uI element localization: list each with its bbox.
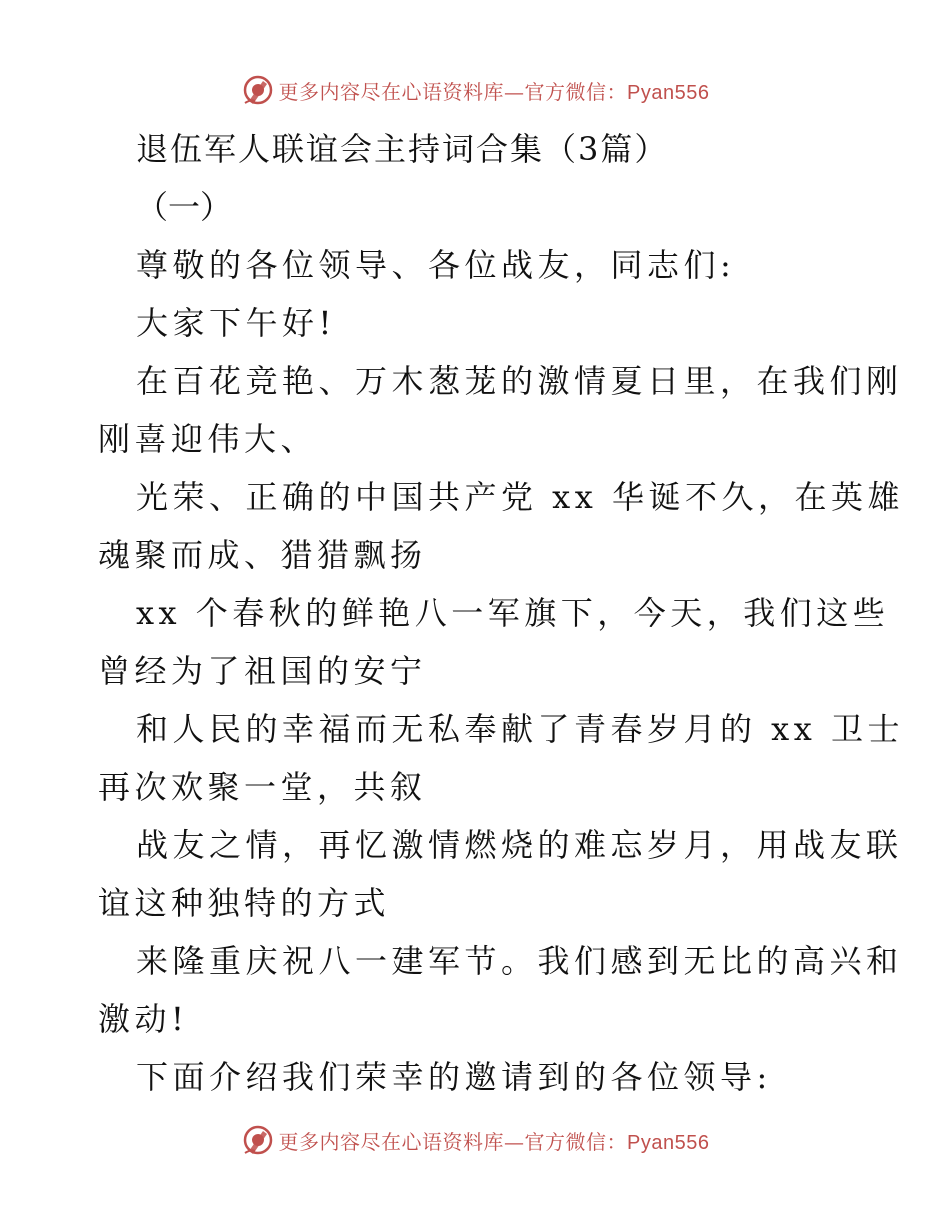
paragraph-line: 下面介绍我们荣幸的邀请到的各位领导:	[136, 1058, 772, 1096]
paragraph-line: xx 个春秋的鲜艳八一军旗下，今天，我们这些	[136, 594, 890, 632]
paragraph-line: 尊敬的各位领导、各位战友，同志们:	[136, 246, 736, 284]
header-banner	[0, 70, 950, 110]
paragraph-line: 光荣、正确的中国共产党 xx 华诞不久，在英雄	[136, 478, 904, 516]
paragraph-line: 战友之情，再忆激情燃烧的难忘岁月，用战友联	[136, 826, 903, 864]
paragraph-line: 谊这种独特的方式	[98, 884, 391, 922]
footer-banner	[0, 1120, 950, 1160]
section-heading: （一）	[136, 188, 233, 226]
paragraph-line: 和人民的幸福而无私奉献了青春岁月的 xx 卫士	[136, 710, 904, 748]
footer-banner-text: 更多内容尽在心语资料库—官方微信：Pyan556	[278, 1129, 710, 1154]
paragraph-line: 来隆重庆祝八一建军节。我们感到无比的高兴和	[136, 942, 903, 980]
paragraph-line: 再次欢聚一堂，共叙	[98, 768, 427, 806]
paragraph-line: 大家下午好!	[136, 304, 336, 342]
header-banner-text: 更多内容尽在心语资料库—官方微信：Pyan556	[278, 79, 710, 104]
pen-logo-icon	[241, 1123, 275, 1157]
paragraph-line: 魂聚而成、猎猎飘扬	[98, 536, 427, 574]
pen-logo-icon	[241, 73, 275, 107]
paragraph-line: 在百花竞艳、万木葱茏的激情夏日里，在我们刚	[136, 362, 903, 400]
document-title: 退伍军人联谊会主持词合集（3篇）	[136, 130, 669, 168]
document-body	[98, 120, 904, 1106]
paragraph-line: 曾经为了祖国的安宁	[98, 652, 427, 690]
paragraph-line: 刚喜迎伟大、	[98, 420, 318, 458]
paragraph-line: 激动!	[98, 1000, 189, 1038]
